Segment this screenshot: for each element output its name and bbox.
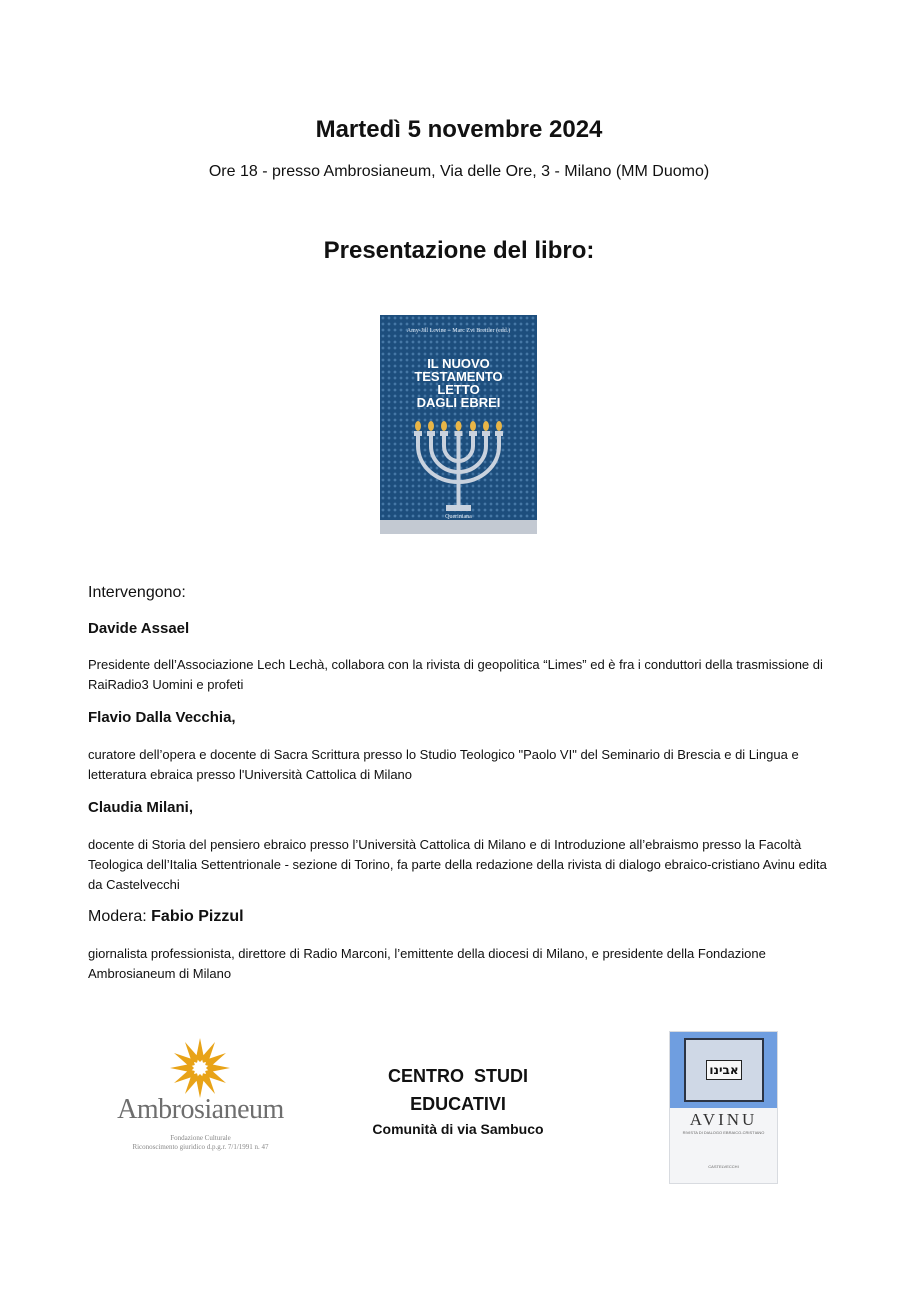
centro-line-1: CENTRO STUDI — [387, 1066, 528, 1086]
book-title — [380, 357, 537, 409]
ambrosianeum-logo — [108, 1036, 293, 1154]
presentation-heading: Presentazione del libro: — [323, 237, 595, 264]
moderator-label: Modera: — [88, 908, 152, 925]
avinu-ornament-frame — [684, 1038, 764, 1102]
moderator-name: Fabio Pizzul — [151, 908, 244, 925]
ambrosianeum-recognition: Riconoscimento giuridico d.p.g.r. 7/1/1991 n. 47 — [132, 1143, 269, 1151]
speakers-intro: Intervengono: — [88, 584, 186, 601]
centro-line-2: EDUCATIVI — [410, 1094, 506, 1114]
book-title-line: IL NUOVO — [427, 356, 490, 371]
book-title-line: TESTAMENTO — [414, 369, 503, 384]
event-venue: Ore 18 - presso Ambrosianeum, Via delle Ore, 3 - Milano (MM Duomo) — [208, 163, 710, 180]
speaker-bio: Presidente dell’Associazione Lech Lechà, collabora con la rivista di geopolitica “Limes” ed è fra i conduttori della trasmissione di RaiRadio3 Uomini e profeti — [88, 657, 823, 692]
book-footer-band — [380, 520, 537, 534]
avinu-cover-band — [670, 1032, 777, 1108]
book-authors: Amy-Jill Levine – Marc Zvi Brettler (edd.) — [406, 328, 511, 334]
avinu-hebrew-title: אבינו — [706, 1060, 742, 1080]
speaker-name: Claudia Milani, — [88, 799, 194, 816]
book-title-line: LETTO — [437, 382, 480, 397]
moderator-bio: giornalista professionista, direttore di Radio Marconi, l’emittente della diocesi di Milano, e presidente della Fondazione Ambrosianeum di Milano — [88, 946, 766, 981]
ambrosianeum-star-icon — [168, 1036, 232, 1100]
avinu-title: AVINU — [689, 1110, 758, 1129]
menorah-icon — [410, 418, 507, 518]
book-title-line: DAGLI EBREI — [416, 395, 501, 410]
centro-studi-logo — [338, 1062, 578, 1140]
ambrosianeum-subtitle: Fondazione Culturale — [170, 1134, 231, 1142]
speaker-name: Flavio Dalla Vecchia, — [88, 709, 236, 726]
speaker-bio: docente di Storia del pensiero ebraico presso l’Università Cattolica di Milano e di Introduzione all’ebraismo presso la Facoltà Teologica dell’Italia Settentrionale - sezione di Torino, fa parte della redazione della rivista di dialogo ebraico-cristiano Avinu edita da Castelvecchi — [88, 837, 827, 892]
speaker-name: Davide Assael — [88, 620, 190, 637]
centro-line-3: Comunità di via Sambuco — [372, 1121, 544, 1137]
avinu-subtitle: RIVISTA DI DIALOGO EBRAICO-CRISTIANO — [682, 1130, 765, 1135]
book-cover — [380, 315, 537, 534]
event-date: Martedì 5 novembre 2024 — [315, 116, 603, 143]
book-publisher: Queriniana — [445, 514, 472, 520]
ambrosianeum-name: Ambrosianeum — [117, 1094, 284, 1125]
speaker-bio: curatore dell’opera e docente di Sacra Scrittura presso lo Studio Teologico "Paolo VI" del Seminario di Brescia e di Lingua e letteratura ebraica presso l'Università Cattolica di Milano — [88, 747, 799, 782]
avinu-publisher: CASTELVECCHI — [708, 1164, 739, 1169]
avinu-journal-cover — [669, 1031, 778, 1184]
moderator-line — [88, 908, 244, 926]
